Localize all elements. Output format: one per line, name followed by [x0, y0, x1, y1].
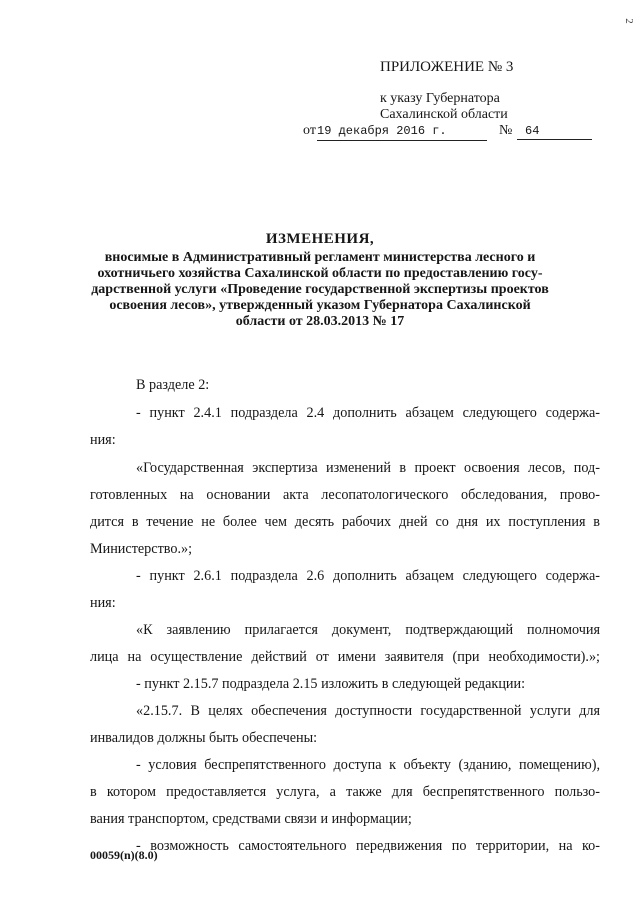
- body-line: - пункт 2.15.7 подраздела 2.15 изложить в следующей редакции:: [136, 676, 526, 692]
- appendix-line-2: Сахалинской области: [380, 107, 508, 122]
- body-line: «К заявлению прилагается документ, подтверждающий полномочия: [136, 622, 600, 638]
- date-prefix: от: [303, 123, 316, 138]
- date-value: 19 декабря 2016 г.: [317, 123, 487, 141]
- body-line: ния:: [90, 432, 116, 448]
- body-line: - пункт 2.6.1 подраздела 2.6 дополнить абзацем следующего содержа-: [136, 568, 600, 584]
- body-line: инвалидов должны быть обеспечены:: [90, 730, 318, 746]
- appendix-title: ПРИЛОЖЕНИЕ № 3: [380, 59, 514, 75]
- body-line: вания транспортом, средствами связи и информации;: [90, 811, 412, 827]
- heading-line: дарственной услуги «Проведение государственной экспертизы проектов: [91, 282, 549, 297]
- body-line: - возможность самостоятельного передвижения по территории, на ко-: [136, 838, 600, 854]
- footer-code: 00059(n)(8.0): [90, 848, 158, 862]
- appendix-line-1: к указу Губернатора: [380, 91, 500, 106]
- body-line: дится в течение не более чем десять рабочих дней со дня их поступления в: [90, 514, 600, 530]
- body-line: готовленных на основании акта лесопатологического обследования, прово-: [90, 487, 600, 503]
- document-heading: [80, 228, 560, 330]
- body-line: - пункт 2.4.1 подраздела 2.4 дополнить абзацем следующего содержа-: [136, 405, 600, 421]
- heading-line: области от 28.03.2013 № 17: [235, 314, 405, 329]
- body-line: - условия беспрепятственного доступа к объекту (зданию, помещению),: [136, 757, 600, 773]
- body-line: Министерство.»;: [90, 541, 193, 557]
- body-line: В разделе 2:: [136, 377, 210, 393]
- number-value: 64: [517, 123, 592, 140]
- heading-line: вносимые в Административный регламент министерства лесного и: [104, 250, 536, 265]
- body-line: «2.15.7. В целях обеспечения доступности государственной услуги для: [136, 703, 600, 719]
- body-line: ния:: [90, 595, 116, 611]
- number-label: №: [499, 123, 513, 138]
- heading-line: охотничьего хозяйства Сахалинской области по предоставлению госу-: [97, 266, 543, 281]
- body-line: лица на осуществление действий от имени заявителя (при необходимости).»;: [90, 649, 600, 665]
- heading-line: освоения лесов», утвержденный указом Губернатора Сахалинской: [109, 298, 531, 313]
- body-line: «Государственная экспертиза изменений в проект освоения лесов, под-: [136, 460, 600, 476]
- heading-title: ИЗМЕНЕНИЯ,: [265, 231, 375, 247]
- corner-mark: 2: [622, 18, 635, 24]
- body-line: в котором предоставляется услуга, а также для беспрепятственного пользо-: [90, 784, 600, 800]
